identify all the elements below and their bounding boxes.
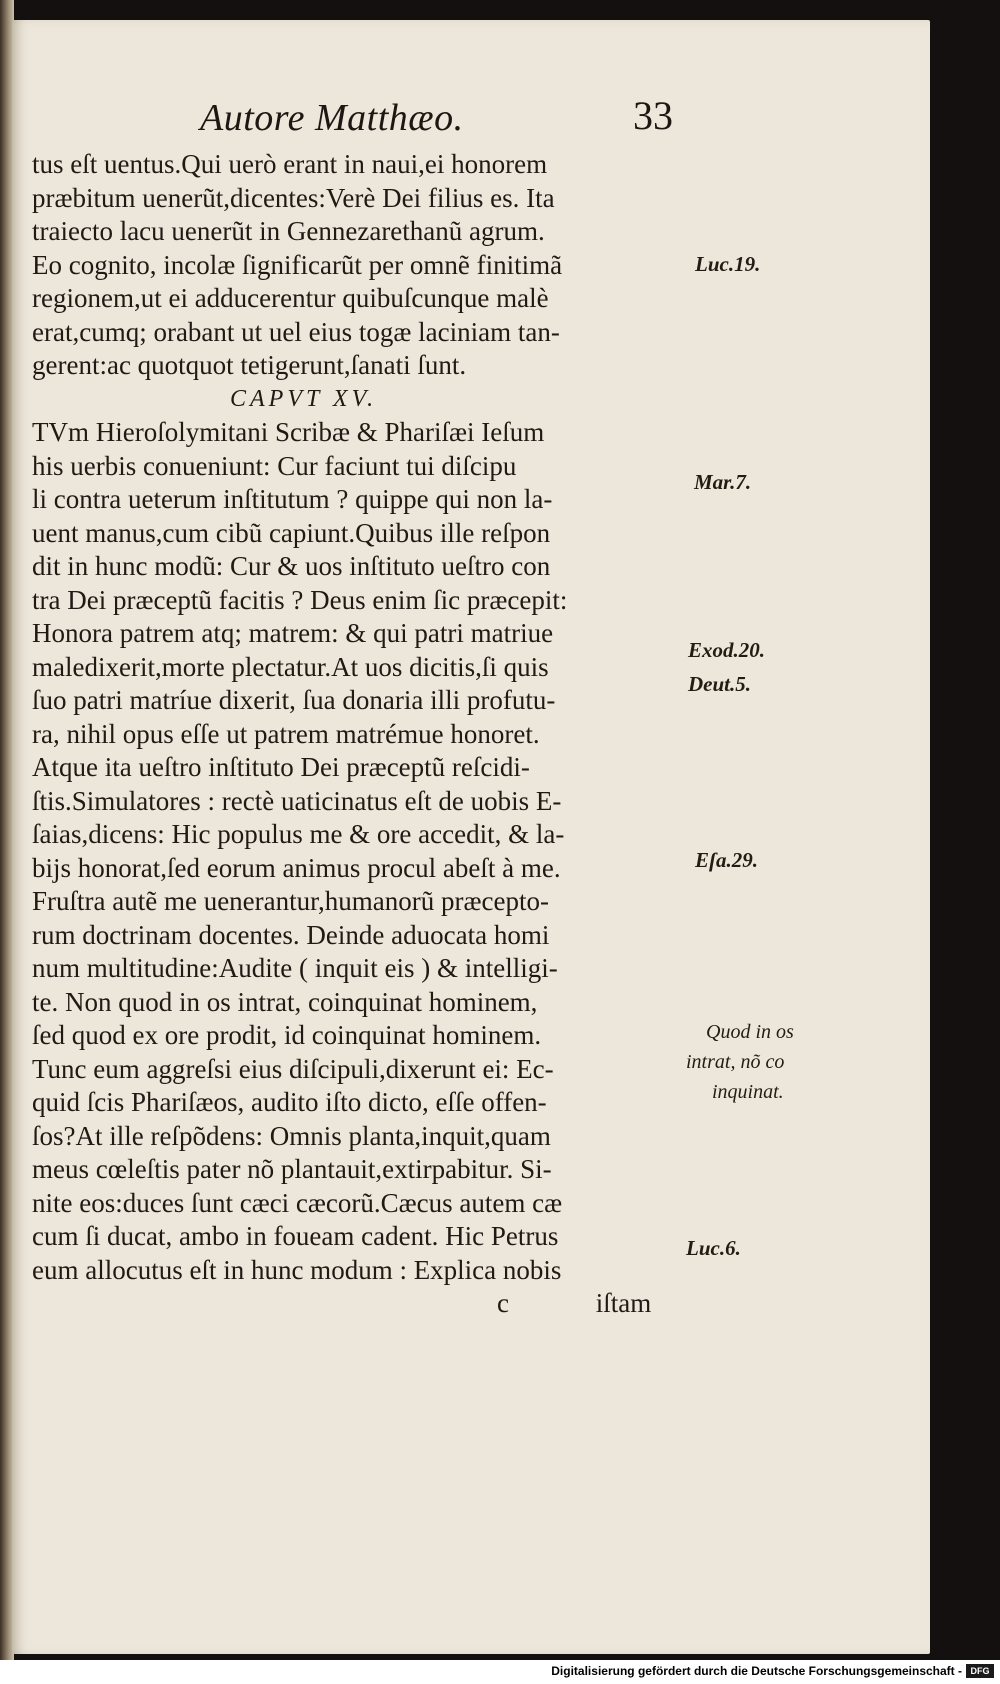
chapter-heading: CAPVT XV. (230, 385, 378, 412)
text-line: Honora patrem atq; matrem: & qui patri matriue (32, 618, 554, 648)
text-line: eum allocutus eſt in hunc modum : Explica nobis (32, 1254, 562, 1285)
text-line: quid ſcis Phariſæos, audito iſto dicto, eſſe offen- (32, 1087, 547, 1117)
text-line: ſos?At ille reſpõdens: Omnis planta,inquit,quam (32, 1120, 551, 1151)
digitization-footer (0, 1660, 1000, 1684)
text-line: dit in hunc modũ: Cur & uos inſtituto ueſtro con (32, 551, 551, 581)
text-line: meus cœleſtis pater nõ plantauit,extirpabitur. Si- (32, 1154, 552, 1184)
text-line: regionem,ut ei adducerentur quibuſcunque malè (32, 283, 549, 313)
text-line: erat,cumq; orabant ut uel eius togæ laciniam tan- (32, 316, 560, 347)
text-line: li contra ueterum inſtitutum ? quippe qui non la- (32, 484, 553, 514)
text-line: cum ſi ducat, ambo in foueam cadent. Hic Petrus (32, 1221, 559, 1251)
text-line: ſuo patri matríue dixerit, ſua donaria illi profutu- (32, 685, 556, 715)
catchword: iſtam (595, 1288, 652, 1318)
text-line: te. Non quod in os intrat, coinquinat hominem, (32, 986, 538, 1017)
marginal-note: Luc.19. (695, 252, 761, 276)
text-line: nite eos:duces ſunt cæci cæcorũ.Cæcus autem cæ (32, 1187, 563, 1218)
body-text (32, 148, 692, 1321)
page-number: 33 (633, 93, 673, 138)
marginal-note: inquinat. (712, 1081, 784, 1103)
text-line: præbitum uenerũt,dicentes:Verè Dei filius es. Ita (32, 182, 555, 213)
text-line: bijs honorat,ſed eorum animus procul abeſt à me. (32, 852, 561, 883)
marginal-note: Deut.5. (688, 672, 751, 696)
marginal-note: Mar.7. (694, 470, 752, 494)
text-line: ſed quod ex ore prodit, id coinquinat hominem. (32, 1020, 542, 1050)
text-line: Eo cognito, incolæ ſignificarũt per omnẽ finitimã (32, 249, 563, 280)
text-line: Atque ita ueſtro inſtituto Dei præceptũ reſcidi- (32, 752, 530, 782)
dfg-logo: DFG (966, 1664, 994, 1678)
text-line: TVm Hieroſolymitani Scribæ & Phariſæi Ieſum (32, 417, 545, 447)
running-title: Autore Matthæo. (200, 97, 464, 139)
marginal-note: intrat, nõ co (686, 1051, 785, 1073)
text-line: tra Dei præceptũ facitis ? Deus enim ſic præcepit: (32, 584, 568, 615)
funding-credit: Digitalisierung gefördert durch die Deutsche Forschungsgemeinschaft - (551, 1664, 962, 1678)
marginal-note: Luc.6. (686, 1236, 741, 1260)
text-line: traiecto lacu uenerũt in Gennezarethanũ agrum. (32, 216, 545, 246)
text-line: tus eſt uentus.Qui uerò erant in naui,ei honorem (32, 149, 548, 179)
text-line: his uerbis conueniunt: Cur faciunt tui diſcipu (32, 450, 517, 481)
text-line: ſtis.Simulatores : rectè uaticinatus eſt de uobis E- (32, 785, 562, 816)
marginal-note: Eſa.29. (695, 848, 758, 872)
text-line: ſaias,dicens: Hic populus me & ore accedit, & la- (32, 819, 565, 849)
text-line: uent manus,cum cibũ capiunt.Quibus ille reſpon (32, 517, 551, 548)
text-line: rum doctrinam docentes. Deinde aduocata homi (32, 919, 550, 950)
running-header (185, 92, 685, 152)
marginal-note: Exod.20. (688, 638, 766, 662)
text-line: gerent:ac quotquot tetigerunt,ſanati ſunt. (32, 350, 467, 380)
marginal-note: Quod in os (706, 1021, 794, 1043)
text-line: num multitudine:Audite ( inquit eis ) & intelligi- (32, 953, 558, 983)
signature-line (32, 1287, 692, 1321)
text-line: maledixerit,morte plectatur.At uos dicitis,ſi quis (32, 651, 549, 682)
text-line: Tunc eum aggreſsi eius diſcipuli,dixerunt ei: Ec- (32, 1053, 554, 1084)
text-line: Fruſtra autẽ me uenerantur,humanorũ præcepto- (32, 886, 549, 916)
text-line: ra, nihil opus eſſe ut patrem matrémue honoret. (32, 718, 540, 749)
signature-mark: c (497, 1288, 509, 1318)
